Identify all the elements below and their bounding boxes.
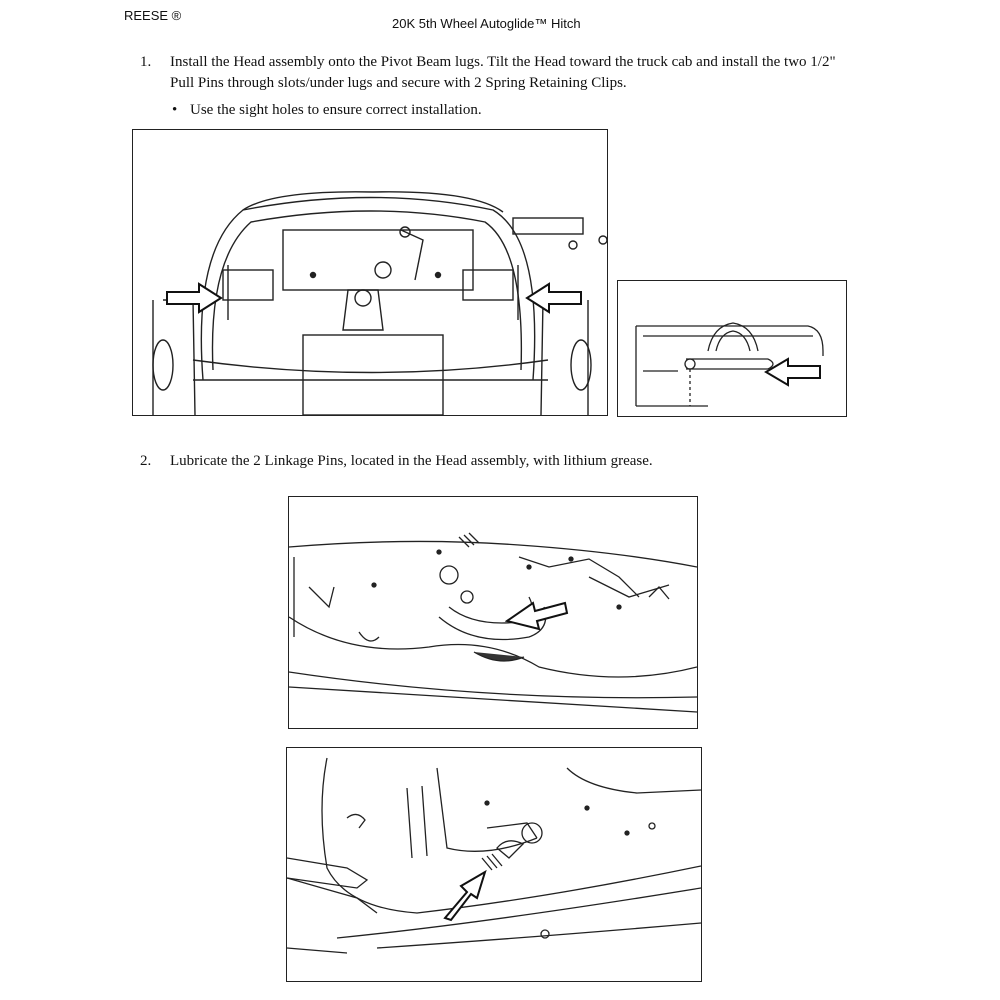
figure-linkage-pin-side	[286, 747, 702, 982]
step-number: 1.	[140, 54, 152, 70]
outline-arrow-icon	[764, 357, 822, 387]
figure-head-assembly-front	[132, 129, 608, 416]
outline-arrow-icon	[437, 866, 493, 922]
outline-arrow-icon	[505, 597, 569, 633]
step-text: Lubricate the 2 Linkage Pins, located in the Head assembly, with lithium grease.	[170, 453, 653, 469]
figure-sight-hole-detail	[617, 280, 847, 417]
bullet-text: Use the sight holes to ensure correct installation.	[190, 102, 482, 118]
bullet-dot-icon: •	[172, 102, 178, 118]
outline-arrow-icon	[525, 282, 583, 314]
outline-arrow-icon	[165, 282, 223, 314]
step-text: Install the Head assembly onto the Pivot Beam lugs. Tilt the Head toward the truck cab and install the two 1/2" Pull Pins through slots/under lugs and secure with 2 Spring Retaining Clips.	[170, 54, 836, 91]
document-title: 20K 5th Wheel Autoglide™ Hitch	[392, 16, 581, 31]
step-number: 2.	[140, 453, 152, 469]
figure-linkage-pin-top	[288, 496, 698, 729]
brand-mark: REESE ®	[124, 8, 182, 23]
